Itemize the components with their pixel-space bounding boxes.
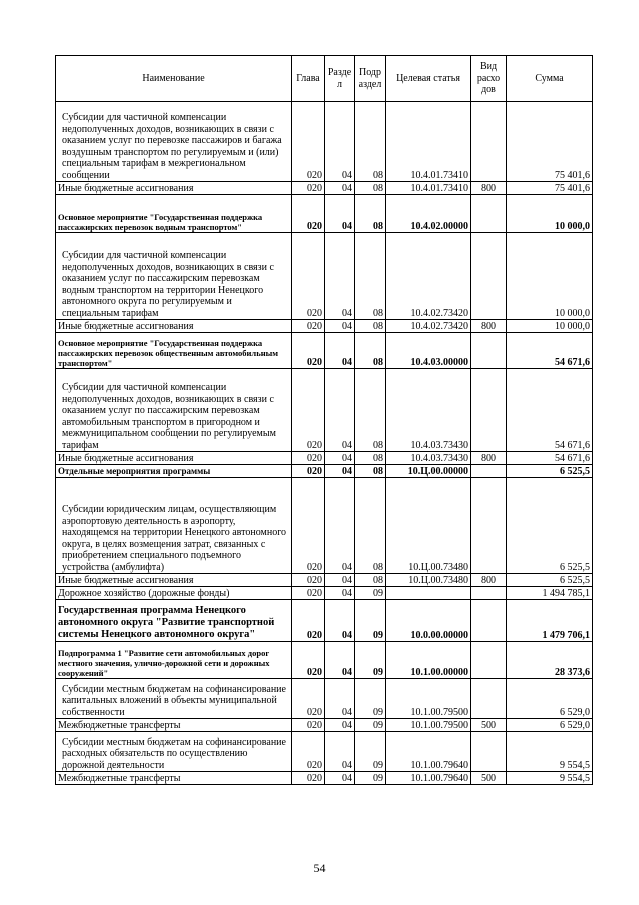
row-razdel: 04 <box>325 679 355 719</box>
row-razdel: 04 <box>325 102 355 182</box>
row-podrazdel: 09 <box>355 642 386 679</box>
row-sum: 54 671,6 <box>507 452 593 465</box>
table-row <box>56 732 593 772</box>
table-row <box>56 587 593 600</box>
table-header-row <box>56 56 593 102</box>
table-row <box>56 233 593 320</box>
row-podrazdel: 09 <box>355 587 386 600</box>
row-podrazdel: 08 <box>355 369 386 452</box>
row-sum: 10 000,0 <box>507 233 593 320</box>
row-vid <box>471 102 507 182</box>
row-razdel: 04 <box>325 320 355 333</box>
row-glava: 020 <box>292 574 325 587</box>
row-sum: 1 494 785,1 <box>507 587 593 600</box>
table-row <box>56 452 593 465</box>
row-target: 10.4.02.73420 <box>386 233 471 320</box>
row-target: 10.4.03.73430 <box>386 369 471 452</box>
row-target: 10.4.03.73430 <box>386 452 471 465</box>
row-target: 10.4.01.73410 <box>386 102 471 182</box>
row-sum: 9 554,5 <box>507 772 593 785</box>
row-vid: 800 <box>471 182 507 195</box>
row-razdel: 04 <box>325 369 355 452</box>
row-name: Субсидии местным бюджетам на софинансирование капитальных вложений в объекты муниципальной собственности <box>56 679 292 719</box>
row-podrazdel: 08 <box>355 102 386 182</box>
row-sum: 10 000,0 <box>507 195 593 233</box>
row-name: Иные бюджетные ассигнования <box>56 574 292 587</box>
row-vid <box>471 369 507 452</box>
row-sum: 1 479 706,1 <box>507 600 593 642</box>
row-name: Субсидии для частичной компенсации недополученных доходов, возникающих в связи с оказанием услуг по перевозке пассажиров и багажа воздушным транспортом по регулируемым и (или) специальным тарифам в межрегиональном сообщении <box>56 102 292 182</box>
row-razdel: 04 <box>325 772 355 785</box>
row-name: Субсидии юридическим лицам, осуществляющим аэропортовую деятельность в аэропорту, находящемся на территории Ненецкого автономного округа, в целях возмещения затрат, связанных с приобретением специального подъемного устройства (амбулифта) <box>56 478 292 574</box>
row-target: 10.1.00.79500 <box>386 719 471 732</box>
row-razdel: 04 <box>325 732 355 772</box>
row-target: 10.1.00.00000 <box>386 642 471 679</box>
row-sum: 28 373,6 <box>507 642 593 679</box>
row-sum: 75 401,6 <box>507 102 593 182</box>
row-name: Отдельные мероприятия программы <box>56 465 292 478</box>
table-row <box>56 478 593 574</box>
table-row <box>56 333 593 369</box>
row-name: Подпрограмма 1 "Развитие сети автомобильных дорог местного значения, улично-дорожной сети и дорожных сооружений" <box>56 642 292 679</box>
row-podrazdel: 08 <box>355 452 386 465</box>
row-podrazdel: 09 <box>355 600 386 642</box>
row-vid <box>471 333 507 369</box>
row-razdel: 04 <box>325 333 355 369</box>
table-row <box>56 102 593 182</box>
row-glava: 020 <box>292 772 325 785</box>
row-podrazdel: 09 <box>355 772 386 785</box>
row-name: Иные бюджетные ассигнования <box>56 182 292 195</box>
row-name: Государственная программа Ненецкого автономного округа "Развитие транспортной системы Ненецкого автономного округа" <box>56 600 292 642</box>
row-target: 10.4.03.00000 <box>386 333 471 369</box>
row-vid <box>471 732 507 772</box>
row-razdel: 04 <box>325 452 355 465</box>
header-sum: Сумма <box>507 56 593 102</box>
table-row <box>56 195 593 233</box>
row-name: Межбюджетные трансферты <box>56 719 292 732</box>
row-podrazdel: 08 <box>355 478 386 574</box>
row-sum: 6 525,5 <box>507 465 593 478</box>
row-glava: 020 <box>292 719 325 732</box>
row-razdel: 04 <box>325 195 355 233</box>
header-name: Наименование <box>56 56 292 102</box>
row-glava: 020 <box>292 679 325 719</box>
row-razdel: 04 <box>325 587 355 600</box>
row-target: 10.Ц.00.73480 <box>386 574 471 587</box>
table-row <box>56 679 593 719</box>
row-vid: 800 <box>471 574 507 587</box>
row-razdel: 04 <box>325 642 355 679</box>
row-target: 10.Ц.00.00000 <box>386 465 471 478</box>
row-glava: 020 <box>292 195 325 233</box>
row-podrazdel: 08 <box>355 233 386 320</box>
row-name: Субсидии местным бюджетам на софинансирование расходных обязательств по осуществлению дорожной деятельности <box>56 732 292 772</box>
row-glava: 020 <box>292 587 325 600</box>
row-podrazdel: 08 <box>355 465 386 478</box>
header-podrazdel: Подр аздел <box>355 56 386 102</box>
row-vid: 800 <box>471 452 507 465</box>
header-vid: Вид расхо дов <box>471 56 507 102</box>
row-podrazdel: 08 <box>355 320 386 333</box>
row-glava: 020 <box>292 233 325 320</box>
row-podrazdel: 08 <box>355 182 386 195</box>
row-glava: 020 <box>292 320 325 333</box>
row-vid <box>471 478 507 574</box>
table-row <box>56 465 593 478</box>
row-podrazdel: 08 <box>355 195 386 233</box>
row-name: Иные бюджетные ассигнования <box>56 320 292 333</box>
row-glava: 020 <box>292 478 325 574</box>
row-name: Основное мероприятие "Государственная поддержка пассажирских перевозок общественным автомобильным транспортом" <box>56 333 292 369</box>
row-razdel: 04 <box>325 465 355 478</box>
row-target: 10.1.00.79500 <box>386 679 471 719</box>
row-sum: 54 671,6 <box>507 369 593 452</box>
row-vid: 500 <box>471 772 507 785</box>
row-podrazdel: 09 <box>355 679 386 719</box>
row-sum: 6 525,5 <box>507 574 593 587</box>
row-razdel: 04 <box>325 574 355 587</box>
row-glava: 020 <box>292 369 325 452</box>
row-vid <box>471 587 507 600</box>
row-glava: 020 <box>292 182 325 195</box>
row-name: Дорожное хозяйство (дорожные фонды) <box>56 587 292 600</box>
row-sum: 75 401,6 <box>507 182 593 195</box>
table-row <box>56 574 593 587</box>
row-name: Субсидии для частичной компенсации недополученных доходов, возникающих в связи с оказанием услуг по пассажирским перевозкам водным транспортом на территории Ненецкого автономного округа по регулируемым и специальным тарифам <box>56 233 292 320</box>
row-name: Межбюджетные трансферты <box>56 772 292 785</box>
row-sum: 10 000,0 <box>507 320 593 333</box>
table-row <box>56 600 593 642</box>
row-target: 10.1.00.79640 <box>386 732 471 772</box>
row-target: 10.4.02.00000 <box>386 195 471 233</box>
table-row <box>56 772 593 785</box>
row-sum: 54 671,6 <box>507 333 593 369</box>
row-name: Основное мероприятие "Государственная поддержка пассажирских перевозок водным транспортом" <box>56 195 292 233</box>
row-glava: 020 <box>292 642 325 679</box>
row-glava: 020 <box>292 333 325 369</box>
row-glava: 020 <box>292 102 325 182</box>
row-vid <box>471 195 507 233</box>
row-target: 10.0.00.00000 <box>386 600 471 642</box>
row-podrazdel: 09 <box>355 732 386 772</box>
row-razdel: 04 <box>325 600 355 642</box>
row-podrazdel: 09 <box>355 719 386 732</box>
row-glava: 020 <box>292 452 325 465</box>
row-sum: 9 554,5 <box>507 732 593 772</box>
row-razdel: 04 <box>325 233 355 320</box>
row-podrazdel: 08 <box>355 333 386 369</box>
row-podrazdel: 08 <box>355 574 386 587</box>
row-target: 10.4.02.73420 <box>386 320 471 333</box>
row-vid: 500 <box>471 719 507 732</box>
page-number: 54 <box>313 861 326 875</box>
row-sum: 6 529,0 <box>507 679 593 719</box>
row-target <box>386 587 471 600</box>
row-vid: 800 <box>471 320 507 333</box>
row-name: Субсидии для частичной компенсации недополученных доходов, возникающих в связи с оказанием услуг по пассажирским перевозкам автомобильным транспортом в пригородном и межмуниципальном сообщении по регулируемым тарифам <box>56 369 292 452</box>
row-name: Иные бюджетные ассигнования <box>56 452 292 465</box>
row-glava: 020 <box>292 732 325 772</box>
row-target: 10.4.01.73410 <box>386 182 471 195</box>
row-razdel: 04 <box>325 719 355 732</box>
row-vid <box>471 679 507 719</box>
row-razdel: 04 <box>325 478 355 574</box>
row-vid <box>471 465 507 478</box>
row-target: 10.Ц.00.73480 <box>386 478 471 574</box>
table-row <box>56 320 593 333</box>
header-glava: Глава <box>292 56 325 102</box>
table-row <box>56 369 593 452</box>
header-target: Целевая статья <box>386 56 471 102</box>
header-razdel: Разде л <box>325 56 355 102</box>
table-row <box>56 642 593 679</box>
row-glava: 020 <box>292 600 325 642</box>
row-sum: 6 529,0 <box>507 719 593 732</box>
row-glava: 020 <box>292 465 325 478</box>
row-target: 10.1.00.79640 <box>386 772 471 785</box>
table-row <box>56 182 593 195</box>
budget-table <box>55 55 593 785</box>
row-vid <box>471 600 507 642</box>
row-razdel: 04 <box>325 182 355 195</box>
row-sum: 6 525,5 <box>507 478 593 574</box>
row-vid <box>471 233 507 320</box>
row-vid <box>471 642 507 679</box>
table-row <box>56 719 593 732</box>
